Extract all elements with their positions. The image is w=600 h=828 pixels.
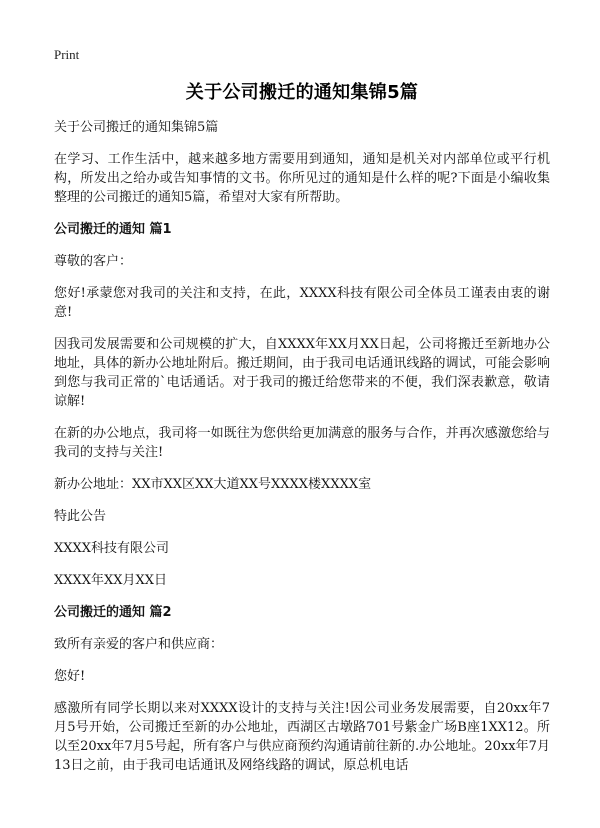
section-1-notice: 特此公告 — [54, 509, 107, 524]
section-2-greeting: 致所有亲爱的客户和供应商： — [54, 637, 224, 652]
document-subtitle: 关于公司搬迁的通知集锦5篇 — [54, 120, 219, 135]
section-1-greeting: 尊敬的客户： — [54, 254, 133, 269]
section-1-date: XXXX年XX月XX日 — [54, 573, 168, 588]
section-1-paragraph-2: 因我司发展需要和公司规模的扩大，自XXXX年XX月XX日起，公司将搬迁至新地办公地址，具体的新办公地址附后。搬迁期间，由于我司电话通讯线路的调试，可能会影响到您与我司正常的`电话通话。对于我司的搬迁给您带来的不便，我们深表歉意，敬请谅解! — [54, 337, 550, 409]
intro-paragraph: 在学习、工作生活中，越来越多地方需要用到通知，通知是机关对内部单位或平行机构，所发出之给办或告知事情的文书。你所见过的通知是什么样的呢?下面是小编收集整理的公司搬迁的通知5篇，希望对大家有所帮助。 — [54, 152, 550, 205]
section-2-paragraph-1: 感激所有同学长期以来对XXXX设计的支持与关注!因公司业务发展需要，自20xx年7月5号开始，公司搬迁至新的办公地址，西湖区古墩路701号紫金广场B座1XX12。所以至20xx年7月5号起，所有客户与供应商预约沟通请前往新的.办公地址。20xx年7月13日之前，由于我司电话通讯及网络线路的调试，原总机电话 — [54, 701, 550, 773]
document-title: 关于公司搬迁的通知集锦5篇 — [185, 82, 419, 103]
section-2-heading: 公司搬迁的通知 篇2 — [54, 605, 172, 620]
section-1-company: XXXX科技有限公司 — [54, 541, 170, 556]
section-2-hello: 您好! — [54, 669, 86, 684]
section-1-paragraph-1: 您好!承蒙您对我司的关注和支持，在此，XXXX科技有限公司全体员工谨表由衷的谢意! — [54, 286, 550, 320]
section-1-paragraph-3: 在新的办公地点，我司将一如既往为您供给更加满意的服务与合作，并再次感激您给与我司的支持与关注! — [54, 426, 550, 460]
document-body — [54, 118, 550, 788]
print-label: Print — [54, 47, 80, 62]
section-1-address: 新办公地址：XX市XX区XX大道XX号XXXX楼XXXX室 — [54, 477, 372, 492]
section-1-heading: 公司搬迁的通知 篇1 — [54, 222, 172, 237]
